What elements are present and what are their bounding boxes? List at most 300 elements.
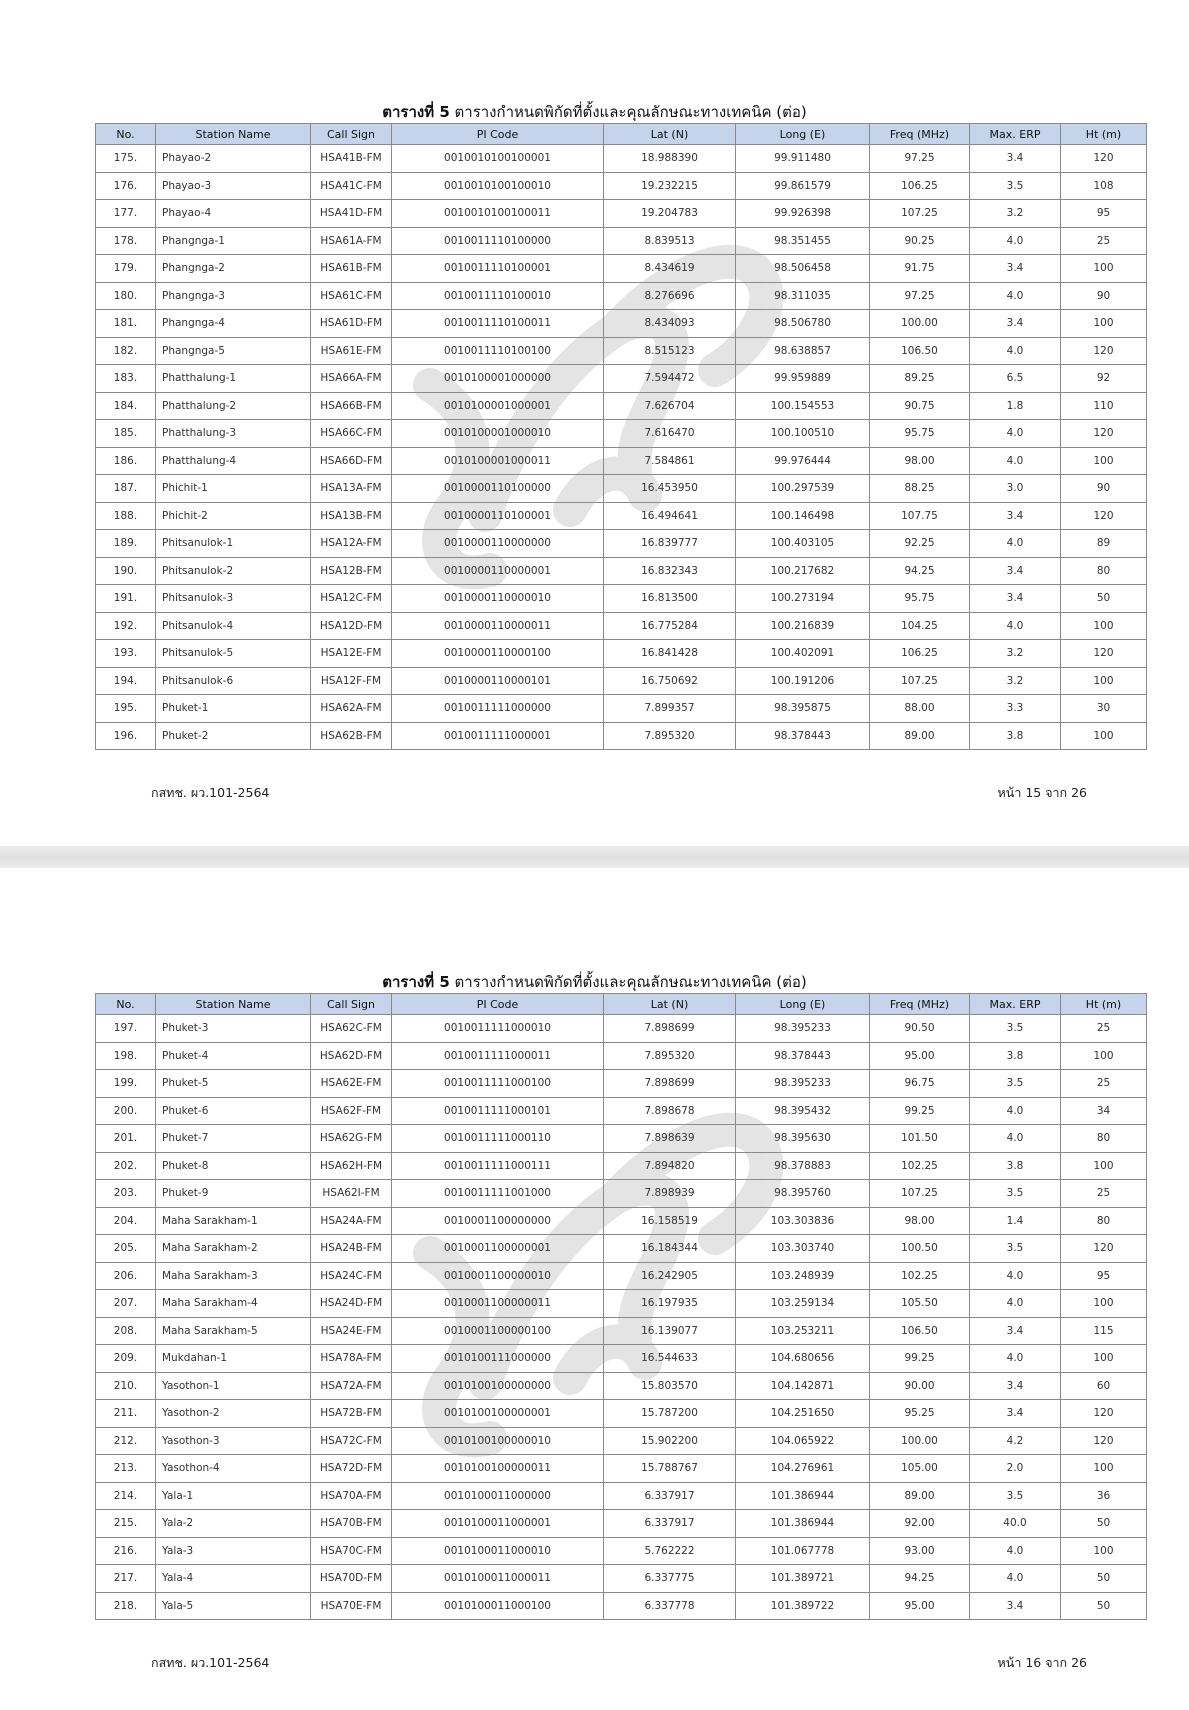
cell-lat: 7.898699 <box>604 1015 736 1043</box>
cell-freq: 92.25 <box>870 530 970 558</box>
cell-max-erp: 4.0 <box>970 612 1061 640</box>
cell-max-erp: 3.5 <box>970 1482 1061 1510</box>
cell-call-sign: HSA12B-FM <box>311 557 392 585</box>
cell-lat: 6.337917 <box>604 1510 736 1538</box>
cell-long: 103.259134 <box>736 1290 870 1318</box>
table-row <box>96 1510 1147 1538</box>
cell-long: 98.395875 <box>736 695 870 723</box>
column-header: Freq (MHz) <box>870 124 970 145</box>
table-row <box>96 585 1147 613</box>
cell-call-sign: HSA12F-FM <box>311 667 392 695</box>
cell-no: 176. <box>96 172 156 200</box>
cell-pi-code: 0010000110100000 <box>392 475 604 503</box>
cell-pi-code: 0010100001000000 <box>392 365 604 393</box>
cell-long: 100.217682 <box>736 557 870 585</box>
cell-freq: 98.00 <box>870 447 970 475</box>
cell-call-sign: HSA12D-FM <box>311 612 392 640</box>
cell-height: 25 <box>1061 1070 1147 1098</box>
cell-lat: 6.337778 <box>604 1592 736 1620</box>
cell-long: 98.395630 <box>736 1125 870 1153</box>
page-number: หน้า 16 จาก 26 <box>997 1655 1087 1670</box>
cell-station-name: Yasothon-3 <box>156 1427 311 1455</box>
column-header: Long (E) <box>736 124 870 145</box>
cell-station-name: Yasothon-4 <box>156 1455 311 1483</box>
cell-height: 115 <box>1061 1317 1147 1345</box>
technical-table <box>95 993 1147 1620</box>
cell-station-name: Phuket-2 <box>156 722 311 750</box>
cell-height: 100 <box>1061 255 1147 283</box>
cell-station-name: Phuket-1 <box>156 695 311 723</box>
cell-max-erp: 3.2 <box>970 667 1061 695</box>
cell-max-erp: 4.0 <box>970 227 1061 255</box>
cell-station-name: Phichit-2 <box>156 502 311 530</box>
cell-height: 108 <box>1061 172 1147 200</box>
table-row <box>96 1207 1147 1235</box>
cell-lat: 16.197935 <box>604 1290 736 1318</box>
cell-pi-code: 0010011111000101 <box>392 1097 604 1125</box>
table-header-row <box>96 124 1147 145</box>
table-row <box>96 392 1147 420</box>
cell-no: 217. <box>96 1565 156 1593</box>
cell-height: 90 <box>1061 282 1147 310</box>
cell-long: 98.378443 <box>736 722 870 750</box>
cell-max-erp: 2.0 <box>970 1455 1061 1483</box>
cell-pi-code: 0010100011000000 <box>392 1482 604 1510</box>
cell-freq: 97.25 <box>870 282 970 310</box>
cell-lat: 8.839513 <box>604 227 736 255</box>
cell-height: 100 <box>1061 1042 1147 1070</box>
cell-station-name: Phuket-8 <box>156 1152 311 1180</box>
cell-call-sign: HSA24B-FM <box>311 1235 392 1263</box>
cell-long: 103.248939 <box>736 1262 870 1290</box>
cell-max-erp: 3.4 <box>970 1372 1061 1400</box>
cell-max-erp: 3.2 <box>970 640 1061 668</box>
cell-station-name: Phatthalung-3 <box>156 420 311 448</box>
cell-station-name: Phuket-7 <box>156 1125 311 1153</box>
table-row <box>96 227 1147 255</box>
cell-lat: 19.204783 <box>604 200 736 228</box>
cell-height: 100 <box>1061 612 1147 640</box>
cell-station-name: Maha Sarakham-3 <box>156 1262 311 1290</box>
cell-freq: 91.75 <box>870 255 970 283</box>
cell-call-sign: HSA70C-FM <box>311 1537 392 1565</box>
cell-station-name: Phangnga-5 <box>156 337 311 365</box>
cell-no: 178. <box>96 227 156 255</box>
cell-height: 36 <box>1061 1482 1147 1510</box>
cell-freq: 107.75 <box>870 502 970 530</box>
cell-call-sign: HSA70A-FM <box>311 1482 392 1510</box>
table-row <box>96 1537 1147 1565</box>
cell-freq: 88.25 <box>870 475 970 503</box>
column-header: No. <box>96 994 156 1015</box>
cell-station-name: Phuket-6 <box>156 1097 311 1125</box>
cell-pi-code: 0010010100100011 <box>392 200 604 228</box>
cell-pi-code: 0010011111000001 <box>392 722 604 750</box>
cell-lat: 7.584861 <box>604 447 736 475</box>
cell-lat: 16.544633 <box>604 1345 736 1373</box>
cell-no: 203. <box>96 1180 156 1208</box>
table-row <box>96 475 1147 503</box>
cell-freq: 107.25 <box>870 667 970 695</box>
table-row <box>96 1482 1147 1510</box>
cell-max-erp: 4.0 <box>970 1537 1061 1565</box>
cell-max-erp: 3.4 <box>970 1317 1061 1345</box>
cell-no: 187. <box>96 475 156 503</box>
cell-no: 199. <box>96 1070 156 1098</box>
cell-max-erp: 3.5 <box>970 172 1061 200</box>
column-header: PI Code <box>392 994 604 1015</box>
cell-height: 120 <box>1061 502 1147 530</box>
cell-station-name: Maha Sarakham-1 <box>156 1207 311 1235</box>
cell-long: 100.191206 <box>736 667 870 695</box>
cell-max-erp: 4.0 <box>970 1345 1061 1373</box>
cell-long: 98.311035 <box>736 282 870 310</box>
cell-height: 100 <box>1061 722 1147 750</box>
cell-lat: 16.839777 <box>604 530 736 558</box>
table-row <box>96 557 1147 585</box>
cell-height: 120 <box>1061 1427 1147 1455</box>
cell-pi-code: 0010011110100010 <box>392 282 604 310</box>
table-row <box>96 1070 1147 1098</box>
cell-pi-code: 0010011111000011 <box>392 1042 604 1070</box>
document-code: กสทช. ผว.101-2564 <box>151 785 270 800</box>
table-row <box>96 365 1147 393</box>
table-row <box>96 145 1147 173</box>
cell-freq: 100.00 <box>870 310 970 338</box>
cell-height: 34 <box>1061 1097 1147 1125</box>
cell-call-sign: HSA61E-FM <box>311 337 392 365</box>
cell-long: 99.861579 <box>736 172 870 200</box>
cell-no: 210. <box>96 1372 156 1400</box>
cell-lat: 16.494641 <box>604 502 736 530</box>
cell-call-sign: HSA12E-FM <box>311 640 392 668</box>
cell-max-erp: 3.2 <box>970 200 1061 228</box>
cell-max-erp: 4.0 <box>970 1125 1061 1153</box>
cell-no: 180. <box>96 282 156 310</box>
cell-lat: 8.434619 <box>604 255 736 283</box>
cell-freq: 99.25 <box>870 1345 970 1373</box>
cell-freq: 89.00 <box>870 722 970 750</box>
cell-height: 120 <box>1061 337 1147 365</box>
cell-pi-code: 0010000110000001 <box>392 557 604 585</box>
cell-no: 183. <box>96 365 156 393</box>
cell-call-sign: HSA66C-FM <box>311 420 392 448</box>
cell-no: 209. <box>96 1345 156 1373</box>
table-caption <box>0 970 1189 994</box>
column-header: Max. ERP <box>970 124 1061 145</box>
cell-long: 98.638857 <box>736 337 870 365</box>
cell-max-erp: 3.0 <box>970 475 1061 503</box>
cell-max-erp: 40.0 <box>970 1510 1061 1538</box>
cell-height: 25 <box>1061 227 1147 255</box>
cell-no: 182. <box>96 337 156 365</box>
table-body <box>96 1015 1147 1620</box>
cell-pi-code: 0010000110000101 <box>392 667 604 695</box>
table-caption-text: ตารางกำหนดพิกัดที่ตั้งและคุณลักษณะทางเทคนิค (ต่อ) <box>449 103 807 121</box>
cell-long: 100.297539 <box>736 475 870 503</box>
cell-pi-code: 0010100001000011 <box>392 447 604 475</box>
table-row <box>96 1152 1147 1180</box>
cell-max-erp: 3.4 <box>970 255 1061 283</box>
cell-lat: 16.750692 <box>604 667 736 695</box>
column-header: PI Code <box>392 124 604 145</box>
cell-no: 175. <box>96 145 156 173</box>
cell-no: 214. <box>96 1482 156 1510</box>
cell-height: 100 <box>1061 1537 1147 1565</box>
cell-height: 100 <box>1061 1290 1147 1318</box>
cell-freq: 90.25 <box>870 227 970 255</box>
cell-call-sign: HSA13A-FM <box>311 475 392 503</box>
cell-pi-code: 0010100001000010 <box>392 420 604 448</box>
cell-height: 25 <box>1061 1180 1147 1208</box>
cell-freq: 106.50 <box>870 1317 970 1345</box>
cell-lat: 16.453950 <box>604 475 736 503</box>
cell-pi-code: 0010011111000100 <box>392 1070 604 1098</box>
cell-max-erp: 4.0 <box>970 282 1061 310</box>
cell-station-name: Phatthalung-2 <box>156 392 311 420</box>
cell-height: 120 <box>1061 1235 1147 1263</box>
cell-long: 104.276961 <box>736 1455 870 1483</box>
cell-no: 190. <box>96 557 156 585</box>
cell-no: 196. <box>96 722 156 750</box>
cell-height: 30 <box>1061 695 1147 723</box>
cell-long: 100.273194 <box>736 585 870 613</box>
cell-max-erp: 3.4 <box>970 585 1061 613</box>
cell-freq: 94.25 <box>870 1565 970 1593</box>
cell-long: 100.216839 <box>736 612 870 640</box>
cell-height: 80 <box>1061 1125 1147 1153</box>
table-row <box>96 1455 1147 1483</box>
cell-long: 99.959889 <box>736 365 870 393</box>
cell-freq: 105.00 <box>870 1455 970 1483</box>
cell-no: 202. <box>96 1152 156 1180</box>
cell-pi-code: 0010011111001000 <box>392 1180 604 1208</box>
cell-freq: 89.25 <box>870 365 970 393</box>
cell-long: 104.680656 <box>736 1345 870 1373</box>
cell-station-name: Phuket-3 <box>156 1015 311 1043</box>
table-row <box>96 282 1147 310</box>
cell-station-name: Maha Sarakham-2 <box>156 1235 311 1263</box>
cell-freq: 90.75 <box>870 392 970 420</box>
cell-lat: 7.898939 <box>604 1180 736 1208</box>
cell-lat: 7.899357 <box>604 695 736 723</box>
table-row <box>96 1097 1147 1125</box>
column-header: Freq (MHz) <box>870 994 970 1015</box>
cell-freq: 95.75 <box>870 420 970 448</box>
table-row <box>96 1262 1147 1290</box>
cell-freq: 95.00 <box>870 1592 970 1620</box>
cell-freq: 88.00 <box>870 695 970 723</box>
cell-call-sign: HSA62E-FM <box>311 1070 392 1098</box>
cell-call-sign: HSA12C-FM <box>311 585 392 613</box>
cell-height: 110 <box>1061 392 1147 420</box>
cell-lat: 7.895320 <box>604 1042 736 1070</box>
table-row <box>96 722 1147 750</box>
table-row <box>96 1125 1147 1153</box>
table-header-row <box>96 994 1147 1015</box>
cell-call-sign: HSA66A-FM <box>311 365 392 393</box>
cell-lat: 15.803570 <box>604 1372 736 1400</box>
cell-call-sign: HSA24E-FM <box>311 1317 392 1345</box>
cell-no: 189. <box>96 530 156 558</box>
cell-lat: 7.594472 <box>604 365 736 393</box>
cell-station-name: Phatthalung-1 <box>156 365 311 393</box>
table-row <box>96 640 1147 668</box>
cell-no: 200. <box>96 1097 156 1125</box>
cell-no: 191. <box>96 585 156 613</box>
cell-height: 95 <box>1061 200 1147 228</box>
cell-pi-code: 0010010100100010 <box>392 172 604 200</box>
cell-call-sign: HSA24A-FM <box>311 1207 392 1235</box>
cell-freq: 98.00 <box>870 1207 970 1235</box>
cell-pi-code: 0010100011000001 <box>392 1510 604 1538</box>
cell-call-sign: HSA66B-FM <box>311 392 392 420</box>
cell-call-sign: HSA62G-FM <box>311 1125 392 1153</box>
cell-call-sign: HSA62I-FM <box>311 1180 392 1208</box>
cell-station-name: Phitsanulok-3 <box>156 585 311 613</box>
table-row <box>96 1592 1147 1620</box>
cell-height: 100 <box>1061 310 1147 338</box>
cell-max-erp: 3.8 <box>970 1152 1061 1180</box>
cell-station-name: Phitsanulok-5 <box>156 640 311 668</box>
cell-long: 100.402091 <box>736 640 870 668</box>
cell-station-name: Phayao-3 <box>156 172 311 200</box>
cell-long: 101.386944 <box>736 1510 870 1538</box>
table-row <box>96 172 1147 200</box>
cell-freq: 105.50 <box>870 1290 970 1318</box>
cell-height: 120 <box>1061 640 1147 668</box>
column-header: Call Sign <box>311 994 392 1015</box>
cell-freq: 92.00 <box>870 1510 970 1538</box>
table-row <box>96 447 1147 475</box>
cell-freq: 107.25 <box>870 1180 970 1208</box>
cell-height: 100 <box>1061 1152 1147 1180</box>
cell-long: 98.378883 <box>736 1152 870 1180</box>
cell-pi-code: 0010100100000000 <box>392 1372 604 1400</box>
cell-pi-code: 0010100011000011 <box>392 1565 604 1593</box>
cell-call-sign: HSA62A-FM <box>311 695 392 723</box>
cell-height: 100 <box>1061 1345 1147 1373</box>
cell-pi-code: 0010010100100001 <box>392 145 604 173</box>
table-caption-label: ตารางที่ 5 <box>382 103 450 121</box>
cell-lat: 19.232215 <box>604 172 736 200</box>
cell-freq: 101.50 <box>870 1125 970 1153</box>
cell-long: 103.303836 <box>736 1207 870 1235</box>
cell-no: 205. <box>96 1235 156 1263</box>
cell-freq: 94.25 <box>870 557 970 585</box>
cell-call-sign: HSA72C-FM <box>311 1427 392 1455</box>
cell-max-erp: 3.4 <box>970 557 1061 585</box>
cell-long: 100.403105 <box>736 530 870 558</box>
page-number: หน้า 15 จาก 26 <box>997 785 1087 800</box>
cell-no: 216. <box>96 1537 156 1565</box>
cell-no: 208. <box>96 1317 156 1345</box>
cell-freq: 95.00 <box>870 1042 970 1070</box>
cell-height: 95 <box>1061 1262 1147 1290</box>
cell-lat: 7.898699 <box>604 1070 736 1098</box>
cell-pi-code: 0010000110000010 <box>392 585 604 613</box>
cell-no: 177. <box>96 200 156 228</box>
cell-call-sign: HSA66D-FM <box>311 447 392 475</box>
cell-freq: 106.25 <box>870 172 970 200</box>
cell-height: 100 <box>1061 667 1147 695</box>
page-separator <box>0 846 1189 868</box>
cell-max-erp: 4.0 <box>970 1565 1061 1593</box>
cell-call-sign: HSA70D-FM <box>311 1565 392 1593</box>
cell-lat: 7.626704 <box>604 392 736 420</box>
cell-pi-code: 0010100111000000 <box>392 1345 604 1373</box>
cell-lat: 15.787200 <box>604 1400 736 1428</box>
table-row <box>96 1427 1147 1455</box>
cell-long: 100.100510 <box>736 420 870 448</box>
cell-call-sign: HSA62F-FM <box>311 1097 392 1125</box>
cell-station-name: Phitsanulok-4 <box>156 612 311 640</box>
cell-call-sign: HSA24D-FM <box>311 1290 392 1318</box>
cell-station-name: Yala-2 <box>156 1510 311 1538</box>
cell-no: 204. <box>96 1207 156 1235</box>
cell-station-name: Yala-4 <box>156 1565 311 1593</box>
cell-station-name: Maha Sarakham-4 <box>156 1290 311 1318</box>
cell-lat: 8.276696 <box>604 282 736 310</box>
table-row <box>96 1015 1147 1043</box>
technical-table <box>95 123 1147 750</box>
cell-long: 103.253211 <box>736 1317 870 1345</box>
cell-height: 120 <box>1061 1400 1147 1428</box>
cell-no: 213. <box>96 1455 156 1483</box>
cell-freq: 96.75 <box>870 1070 970 1098</box>
cell-station-name: Phangnga-3 <box>156 282 311 310</box>
cell-pi-code: 0010100100000010 <box>392 1427 604 1455</box>
table-row <box>96 1042 1147 1070</box>
table-row <box>96 1345 1147 1373</box>
cell-lat: 16.832343 <box>604 557 736 585</box>
cell-height: 100 <box>1061 1455 1147 1483</box>
cell-long: 98.395760 <box>736 1180 870 1208</box>
cell-station-name: Phuket-9 <box>156 1180 311 1208</box>
cell-call-sign: HSA41D-FM <box>311 200 392 228</box>
cell-max-erp: 3.8 <box>970 1042 1061 1070</box>
column-header: Ht (m) <box>1061 124 1147 145</box>
cell-station-name: Mukdahan-1 <box>156 1345 311 1373</box>
cell-max-erp: 1.4 <box>970 1207 1061 1235</box>
cell-long: 101.389721 <box>736 1565 870 1593</box>
cell-height: 50 <box>1061 1565 1147 1593</box>
cell-max-erp: 3.4 <box>970 1400 1061 1428</box>
cell-station-name: Phichit-1 <box>156 475 311 503</box>
cell-max-erp: 3.5 <box>970 1070 1061 1098</box>
cell-long: 98.395233 <box>736 1070 870 1098</box>
cell-pi-code: 0010011111000010 <box>392 1015 604 1043</box>
cell-long: 100.154553 <box>736 392 870 420</box>
cell-pi-code: 0010011110100000 <box>392 227 604 255</box>
cell-lat: 7.616470 <box>604 420 736 448</box>
cell-max-erp: 3.8 <box>970 722 1061 750</box>
cell-long: 98.395432 <box>736 1097 870 1125</box>
cell-height: 50 <box>1061 1592 1147 1620</box>
table-row <box>96 1400 1147 1428</box>
cell-pi-code: 0010011110100011 <box>392 310 604 338</box>
cell-station-name: Phitsanulok-1 <box>156 530 311 558</box>
cell-no: 195. <box>96 695 156 723</box>
cell-call-sign: HSA62H-FM <box>311 1152 392 1180</box>
cell-no: 185. <box>96 420 156 448</box>
cell-pi-code: 0010100100000001 <box>392 1400 604 1428</box>
cell-station-name: Yala-1 <box>156 1482 311 1510</box>
cell-lat: 16.775284 <box>604 612 736 640</box>
cell-lat: 6.337775 <box>604 1565 736 1593</box>
cell-pi-code: 0010011110100001 <box>392 255 604 283</box>
cell-lat: 16.158519 <box>604 1207 736 1235</box>
